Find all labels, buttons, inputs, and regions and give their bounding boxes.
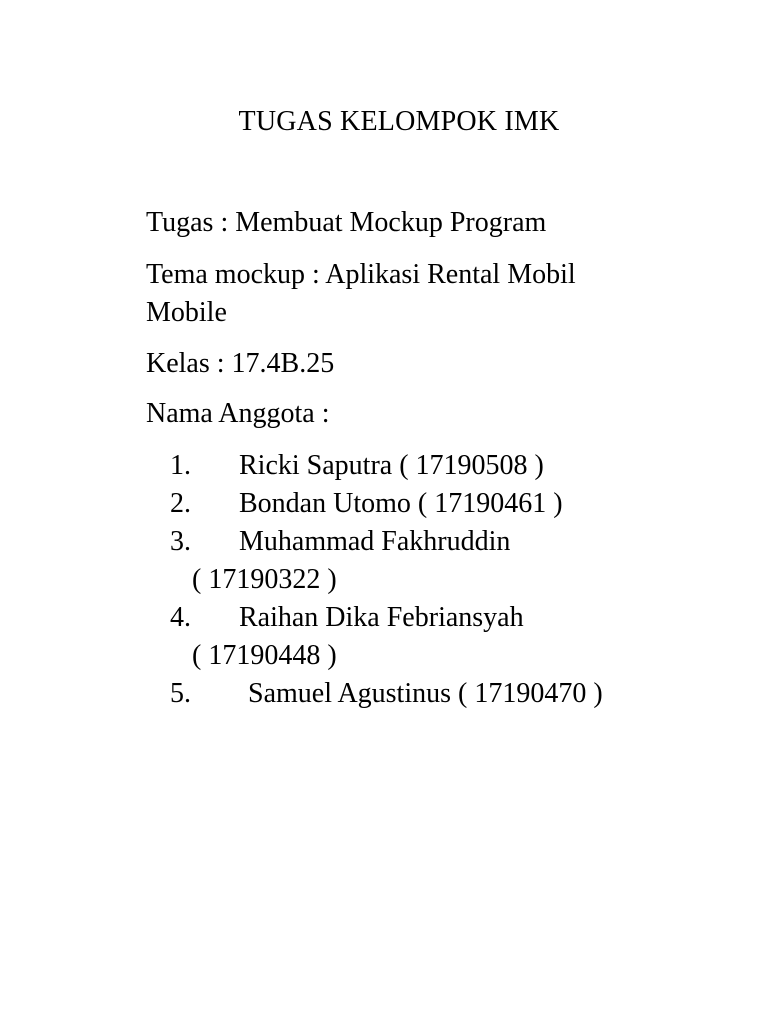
list-item	[170, 675, 690, 713]
list-item	[170, 599, 690, 675]
member-id: ( 17190322 )	[192, 564, 337, 595]
member-name: Ricki Saputra ( 17190508 )	[239, 450, 544, 481]
member-list	[170, 447, 690, 713]
list-item	[170, 447, 690, 485]
list-item-number: 2.	[170, 488, 191, 519]
member-id: ( 17190448 )	[192, 640, 337, 671]
member-name: Samuel Agustinus ( 17190470 )	[248, 678, 603, 709]
nama-anggota-heading: Nama Anggota :	[146, 398, 330, 429]
list-item-number: 4.	[170, 602, 191, 633]
tema-line-2: Mobile	[146, 297, 227, 328]
document-title: TUGAS KELOMPOK IMK	[238, 106, 560, 137]
tema-line-1: Tema mockup : Aplikasi Rental Mobil	[146, 259, 576, 290]
tugas-line: Tugas : Membuat Mockup Program	[146, 207, 547, 238]
member-name: Raihan Dika Febriansyah	[239, 602, 524, 633]
member-name: Muhammad Fakhruddin	[239, 526, 511, 557]
list-item	[170, 485, 690, 523]
kelas-line: Kelas : 17.4B.25	[146, 348, 335, 379]
list-item-number: 3.	[170, 526, 191, 557]
member-name: Bondan Utomo ( 17190461 )	[239, 488, 563, 519]
tema-line	[146, 256, 666, 332]
list-item	[170, 523, 690, 599]
list-item-number: 5.	[170, 678, 191, 709]
list-item-number: 1.	[170, 450, 191, 481]
